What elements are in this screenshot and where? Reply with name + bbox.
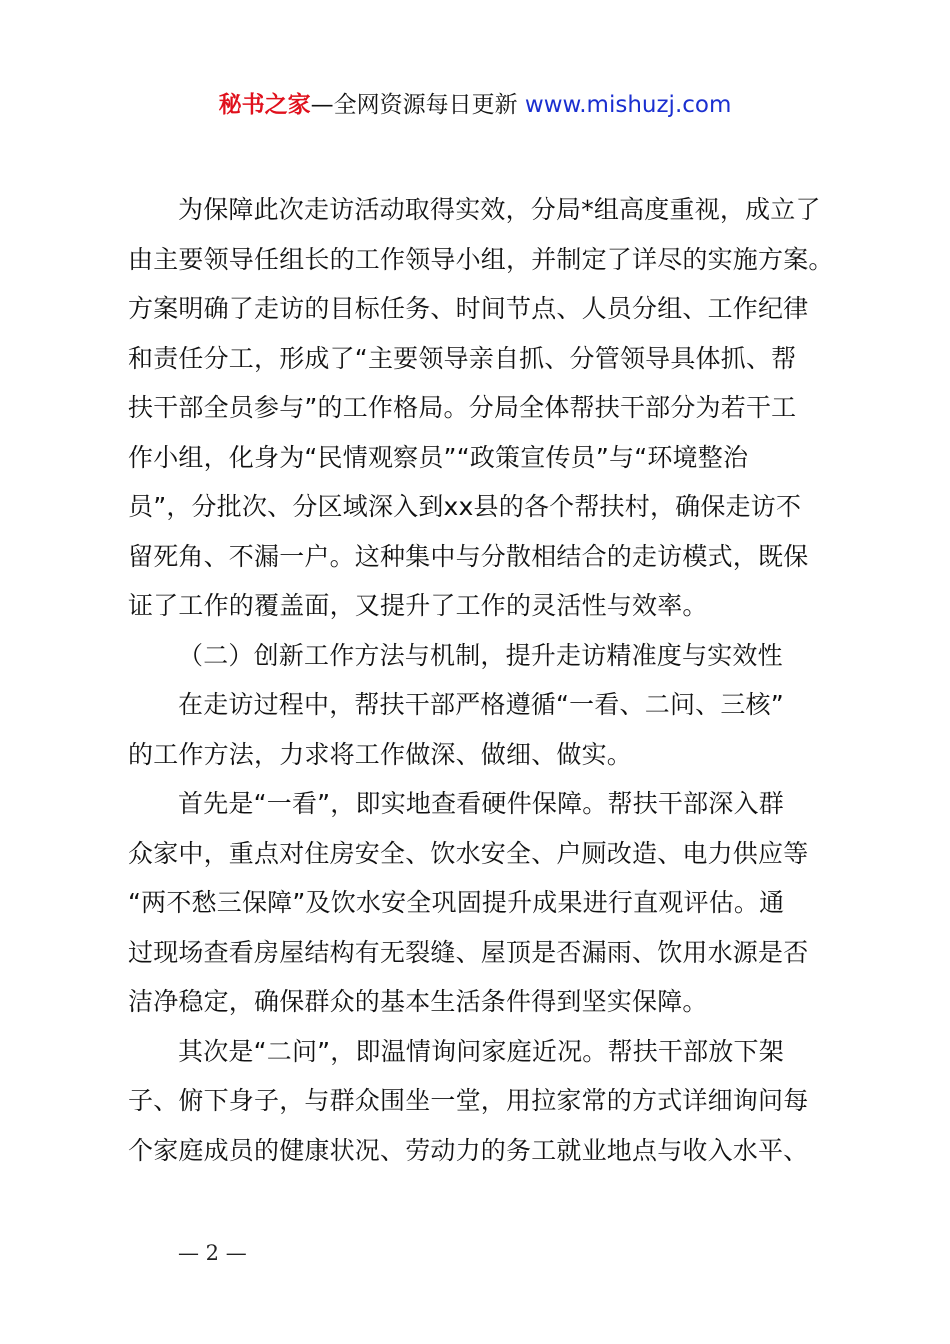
paragraph-line: 个家庭成员的健康状况、劳动力的务工就业地点与收入水平、 xyxy=(128,1135,809,1165)
page-header xyxy=(0,88,950,122)
paragraph-line: 子、俯下身子，与群众围坐一堂，用拉家常的方式详细询问每 xyxy=(128,1086,809,1115)
paragraph-line: 和责任分工，形成了“主要领导亲自抓、分管领导具体抓、帮 xyxy=(128,343,797,373)
paragraph-line: 过现场查看房屋结构有无裂缝、屋顶是否漏雨、饮用水源是否 xyxy=(128,937,809,967)
site-url[interactable]: www.mishuzj.com xyxy=(524,92,732,118)
page-number: — 2 — xyxy=(178,1241,247,1265)
paragraph-line: 由主要领导任组长的工作领导小组，并制定了详尽的实施方案。 xyxy=(128,244,834,274)
paragraph-first-line: 其次是“二问”，即温情询问家庭近况。帮扶干部放下架 xyxy=(178,1036,784,1066)
paragraph-line: 扶干部全员参与”的工作格局。分局全体帮扶干部分为若干工 xyxy=(128,393,797,422)
paragraph-line: 洁净稳定，确保群众的基本生活条件得到坚实保障。 xyxy=(128,987,708,1016)
paragraph-first-line: 为保障此次走访活动取得实效，分局*组高度重视，成立了 xyxy=(178,195,821,224)
paragraph-line: 证了工作的覆盖面，又提升了工作的灵活性与效率。 xyxy=(128,591,708,620)
paragraph-line: 方案明确了走访的目标任务、时间节点、人员分组、工作纪律 xyxy=(128,294,809,323)
paragraph-first-line: 首先是“一看”，即实地查看硬件保障。帮扶干部深入群 xyxy=(178,789,784,818)
paragraph-line: 众家中，重点对住房安全、饮水安全、户厕改造、电力供应等 xyxy=(128,838,809,868)
header-tagline: —全网资源每日更新 xyxy=(310,92,525,118)
brand-name: 秘书之家 xyxy=(218,92,311,118)
paragraph-line: 员”，分批次、分区域深入到xx县的各个帮扶村，确保走访不 xyxy=(128,492,802,521)
paragraph-line: 的工作方法，力求将工作做深、做细、做实。 xyxy=(128,739,633,769)
paragraph-line: 作小组，化身为“民情观察员”“政策宣传员”与“环境整治 xyxy=(128,442,749,472)
paragraph-first-line: 在走访过程中，帮扶干部严格遵循“一看、二问、三核” xyxy=(178,690,784,719)
paragraph-line: 留死角、不漏一户。这种集中与分散相结合的走访模式，既保 xyxy=(128,541,809,571)
paragraph-line: “两不愁三保障”及饮水安全巩固提升成果进行直观评估。通 xyxy=(128,888,785,917)
body-text xyxy=(128,185,834,1175)
paragraph-first-line: （二）创新工作方法与机制，提升走访精准度与实效性 xyxy=(178,640,783,670)
